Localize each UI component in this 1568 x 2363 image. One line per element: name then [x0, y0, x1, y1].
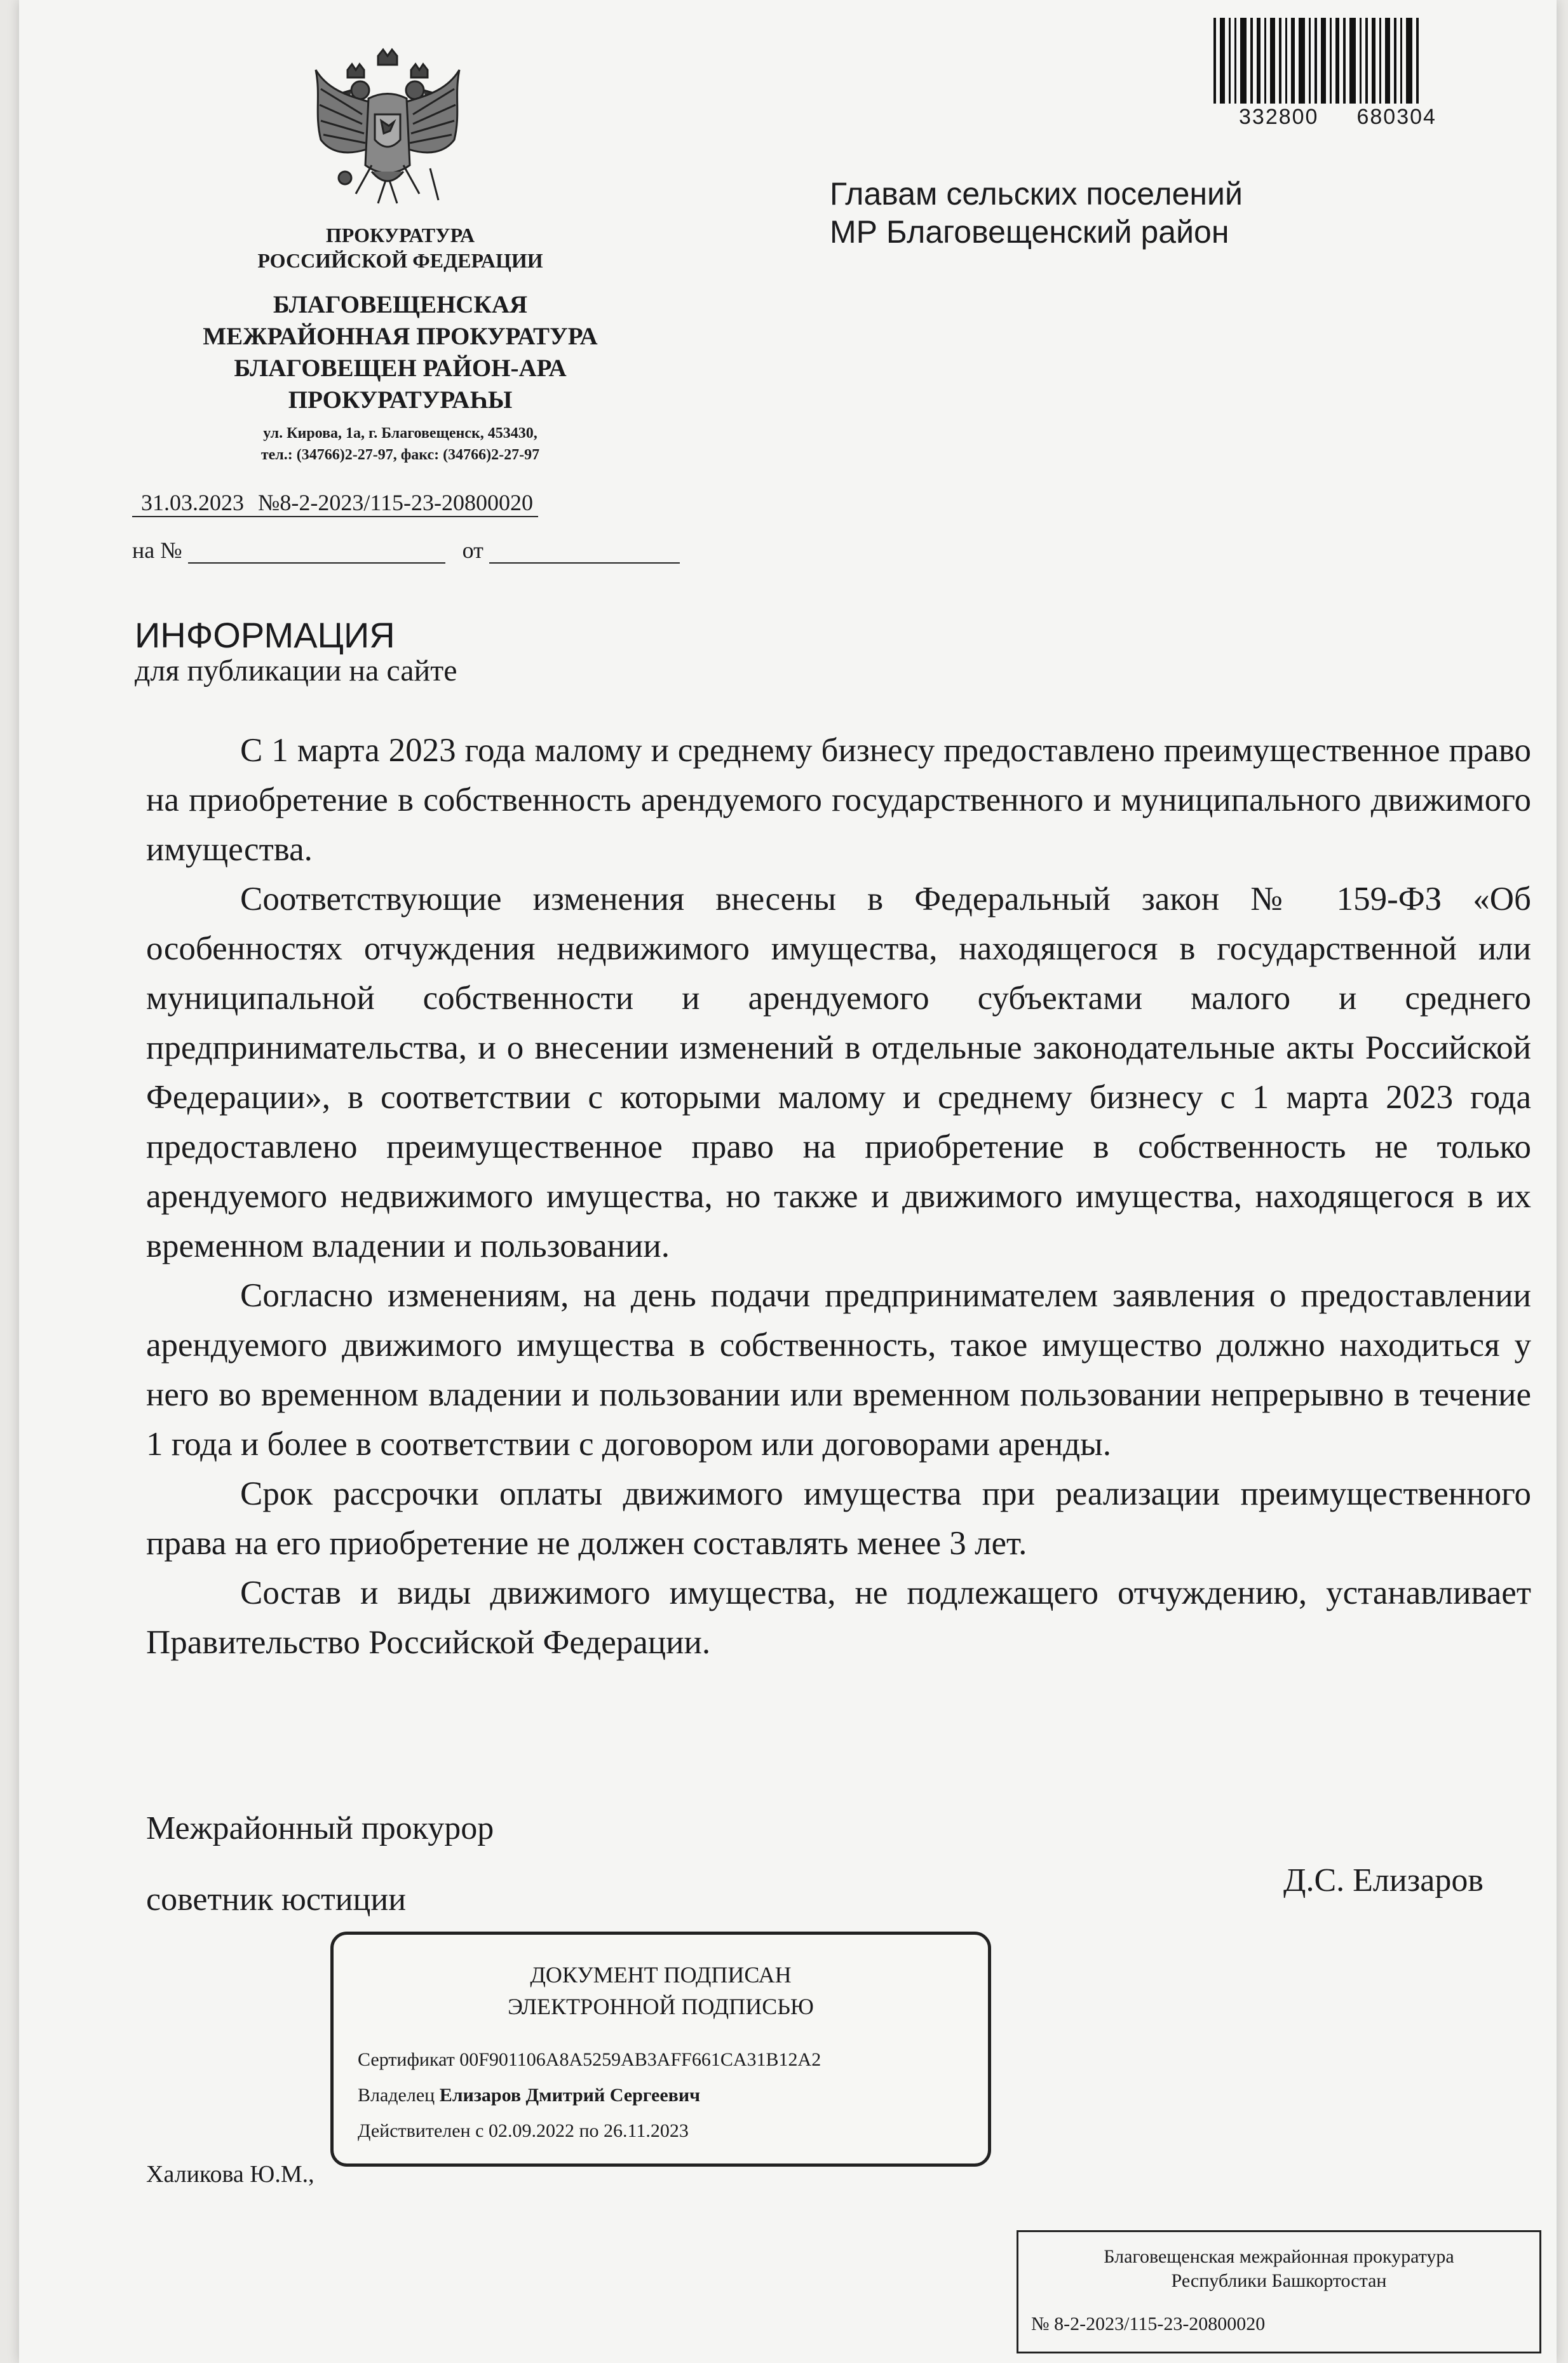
barcode-bar	[1279, 18, 1281, 104]
recipient-block	[830, 175, 1243, 251]
document-subtitle: для публикации на сайте	[135, 654, 457, 687]
barcode-bar	[1343, 18, 1346, 104]
reference-from-label: от	[462, 538, 483, 563]
document-title: ИНФОРМАЦИЯ	[135, 615, 395, 655]
recipient-line-1: Главам сельских поселений	[830, 176, 1243, 212]
barcode-bar	[1257, 18, 1260, 104]
esign-owner-value: Елизаров Дмитрий Сергеевич	[439, 2085, 701, 2106]
barcode-bar	[1365, 18, 1368, 104]
body-paragraph: Согласно изменениям, на день подачи предпринимателем заявления о предоставлении арендуемого движимого имущества в собственность, такое имущество должно находиться у него во временном владении и пользовании или временном пользовании непрерывно в течение 1 года и более в соответствии с договором или договорами аренды.	[146, 1277, 1531, 1463]
phones-line: тел.: (34766)2-27-97, факс: (34766)2-27-97	[260, 447, 540, 463]
barcode-bar	[1330, 18, 1332, 104]
electronic-signature-stamp	[330, 1932, 991, 2167]
office-line-1: БЛАГОВЕЩЕНСКАЯ	[273, 291, 528, 318]
esign-certificate-value: 00F901106A8A5259AB3AFF661CA31B12A2	[459, 2049, 821, 2070]
barcode-bar	[1372, 18, 1375, 104]
registration-number: 8-2-2023/115-23-20800020	[280, 490, 533, 515]
esign-certificate-label: Сертификат	[358, 2049, 455, 2070]
body-paragraph: Соответствующие изменения внесены в Федеральный закон № 159-ФЗ «Об особенностях отчуждения недвижимого имущества, находящегося в государственной или муниципальной собственности и арендуемого субъектами малого и среднего предпринимательства, и о внесении изменений в отдельные законодательные акты Российской Федерации», в соответствии с которыми малому и среднему бизнесу с 1 марта 2023 года предоставлено преимущественное право на приобретение в собственность не только арендуемого недвижимого имущества, но также и движимого имущества, находящегося в их временном владении и пользовании.	[146, 881, 1531, 1264]
barcode-bar	[1349, 18, 1356, 104]
registration-stamp-org	[1018, 2245, 1539, 2293]
esign-title	[334, 1959, 988, 2022]
barcode-bar	[1264, 18, 1266, 104]
registration-number-field	[253, 489, 538, 517]
reference-line	[132, 537, 680, 564]
office-address	[19, 423, 781, 466]
signer-position-line-2: советник юстиции	[146, 1881, 407, 1918]
barcode-left-digits: 332800	[1239, 105, 1319, 129]
barcode-bar	[1234, 18, 1236, 104]
registration-line	[132, 489, 538, 517]
barcode-bar	[1270, 18, 1275, 104]
russian-coat-of-arms-icon	[308, 44, 467, 210]
executor-name: Халикова Ю.М.,	[146, 2161, 314, 2188]
agency-line-2: РОССИЙСКОЙ ФЕДЕРАЦИИ	[257, 249, 543, 272]
esign-owner-label: Владелец	[358, 2085, 435, 2106]
reference-number-blank	[188, 539, 445, 564]
barcode-digits	[1239, 105, 1436, 130]
barcode-bar	[1229, 18, 1231, 104]
signer-position-line-1: Межрайонный прокурор	[146, 1810, 494, 1846]
esign-validity	[358, 2120, 689, 2142]
esign-title-line-1: ДОКУМЕНТ ПОДПИСАН	[530, 1962, 792, 1987]
document-body	[146, 726, 1531, 1667]
esign-valid-to-label: по	[579, 2120, 599, 2141]
registration-stamp-number-label: №	[1031, 2313, 1050, 2334]
registration-stamp	[1017, 2230, 1541, 2353]
reference-date-blank	[489, 539, 680, 564]
registration-stamp-number-value: 8-2-2023/115-23-20800020	[1054, 2313, 1266, 2334]
registration-date: 31.03.2023	[132, 489, 253, 517]
barcode-bar	[1406, 18, 1412, 104]
barcode-bar	[1213, 18, 1216, 104]
barcode	[1213, 18, 1487, 104]
barcode-bar	[1335, 18, 1339, 104]
reference-number-label: на №	[132, 538, 182, 563]
esign-title-line-2: ЭЛЕКТРОННОЙ ПОДПИСЬЮ	[508, 1994, 814, 2019]
barcode-bar	[1250, 18, 1253, 104]
barcode-bar	[1385, 18, 1390, 104]
esign-certificate	[358, 2049, 821, 2071]
barcode-bar	[1309, 18, 1311, 104]
barcode-bar	[1416, 18, 1419, 104]
barcode-bar	[1220, 18, 1225, 104]
barcode-bar	[1240, 18, 1247, 104]
registration-stamp-line-2: Республики Башкортостан	[1171, 2270, 1387, 2291]
barcode-right-digits: 680304	[1356, 105, 1436, 129]
agency-name	[19, 222, 781, 273]
body-paragraph: С 1 марта 2023 года малому и среднему бизнесу предоставлено преимущественное право на приобретение в собственность арендуемого государственного и муниципального движимого имущества.	[146, 732, 1531, 868]
signer-name: Д.С. Елизаров	[1283, 1862, 1484, 1899]
office-name	[19, 289, 781, 416]
esign-owner	[358, 2085, 700, 2106]
office-line-3: БЛАГОВЕЩЕН РАЙОН-АРА	[234, 355, 567, 382]
address-line: ул. Кирова, 1а, г. Благовещенск, 453430,	[263, 425, 537, 442]
registration-stamp-number	[1031, 2313, 1265, 2335]
barcode-bar	[1321, 18, 1326, 104]
document-sheet	[19, 0, 1557, 2363]
recipient-line-2: МР Благовещенский район	[830, 214, 1229, 250]
esign-valid-label: Действителен с	[358, 2120, 484, 2141]
barcode-bar	[1379, 18, 1381, 104]
office-line-4: ПРОКУРАТУРАҺЫ	[288, 386, 513, 414]
body-paragraph: Срок рассрочки оплаты движимого имущества при реализации преимущественного права на его приобретение не должен составлять менее 3 лет.	[146, 1475, 1531, 1562]
office-line-2: МЕЖРАЙОННАЯ ПРОКУРАТУРА	[203, 323, 598, 350]
barcode-bar	[1315, 18, 1317, 104]
barcode-bar	[1360, 18, 1362, 104]
esign-valid-to: 26.11.2023	[604, 2120, 689, 2141]
agency-line-1: ПРОКУРАТУРА	[325, 224, 475, 247]
barcode-bar	[1291, 18, 1295, 104]
body-paragraph: Состав и виды движимого имущества, не подлежащего отчуждению, устанавливает Правительство Российской Федерации.	[146, 1574, 1531, 1661]
barcode-bar	[1394, 18, 1396, 104]
barcode-bar	[1299, 18, 1305, 104]
barcode-bar	[1285, 18, 1287, 104]
registration-number-label: №	[258, 490, 280, 515]
esign-valid-from: 02.09.2022	[488, 2120, 574, 2141]
barcode-bar	[1400, 18, 1402, 104]
registration-stamp-line-1: Благовещенская межрайонная прокуратура	[1104, 2246, 1454, 2267]
